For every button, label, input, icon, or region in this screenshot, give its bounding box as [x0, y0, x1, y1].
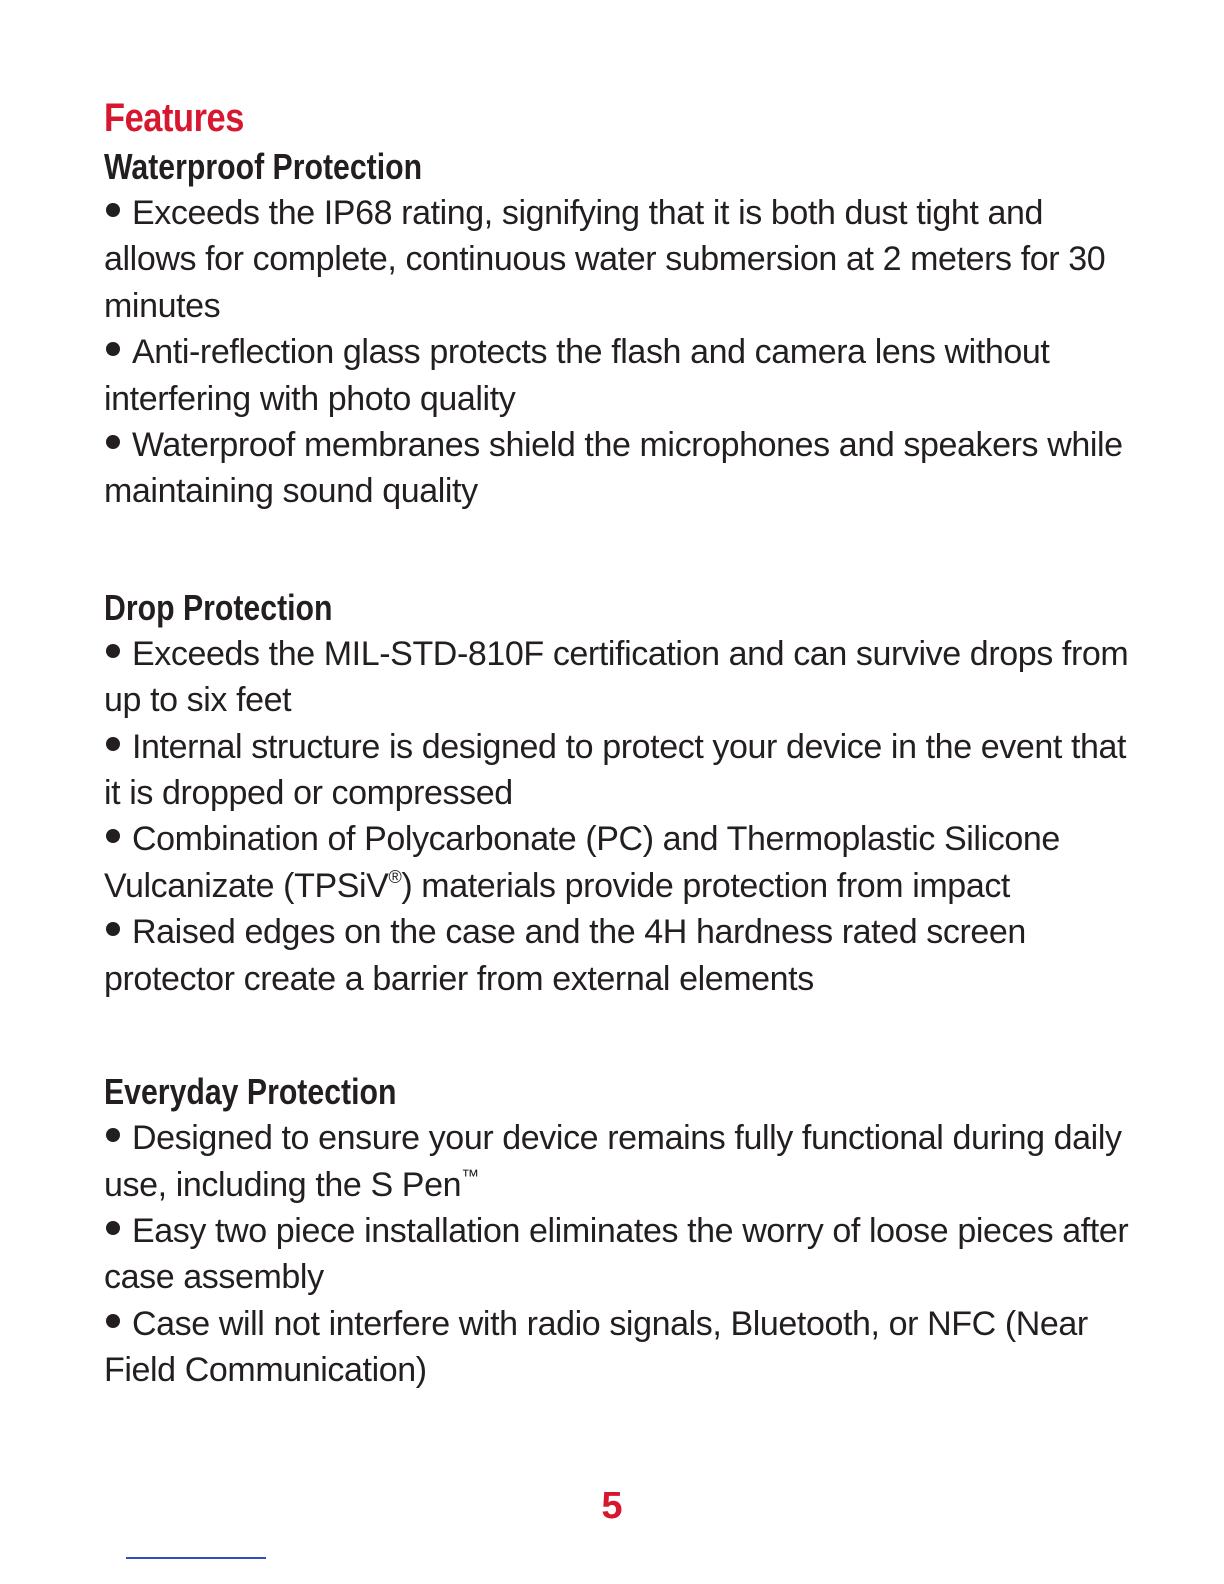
- bullet-icon: [106, 1128, 120, 1142]
- footer-rule: [126, 1557, 266, 1559]
- list-item-text: Internal structure is designed to protect your device in the event that it is dropped or compressed: [104, 727, 1127, 813]
- bullet-icon: [106, 644, 120, 658]
- list-item: [104, 190, 1134, 329]
- section-title: Everyday Protection: [104, 1071, 397, 1113]
- bullet-icon: [106, 737, 120, 751]
- list-item-text: Exceeds the IP68 rating, signifying that it is both dust tight and allows for complete, continuous water submersion at 2 meters for 30 minutes: [104, 194, 1106, 325]
- page-number: 5: [601, 1485, 623, 1527]
- list-item: [104, 816, 1134, 909]
- bullet-list: [104, 1115, 1134, 1393]
- section-everyday-protection: [104, 1069, 1134, 1393]
- bullet-icon: [106, 203, 120, 217]
- section-gap: [104, 515, 1134, 585]
- section-title: Drop Protection: [104, 586, 333, 628]
- list-item-text: Designed to ensure your device remains fully functional during daily use, including the S Pen: [104, 1119, 1122, 1204]
- bullet-list: [104, 631, 1134, 1002]
- section-drop-protection: [104, 585, 1134, 1002]
- list-item: [104, 909, 1134, 1002]
- list-item-text: Waterproof membranes shield the microphones and speakers while maintaining sound quality: [104, 426, 1123, 511]
- list-item: [104, 631, 1134, 724]
- list-item: [104, 329, 1134, 422]
- bullet-icon: [106, 1221, 120, 1235]
- list-item-text: Raised edges on the case and the 4H hardness rated screen protector create a barrier from external elements: [104, 913, 1026, 998]
- bullet-icon: [106, 1314, 120, 1328]
- trademark-mark: ™: [461, 1165, 479, 1186]
- bullet-icon: [106, 342, 120, 356]
- list-item-text: Combination of Polycarbonate (PC) and Thermoplastic Silicone Vulcanizate (TPSiV: [104, 820, 1060, 905]
- section-waterproof-protection: [104, 144, 1134, 515]
- list-item-text: Case will not interfere with radio signals, Bluetooth, or NFC (Near Field Communication): [104, 1304, 1088, 1390]
- bullet-icon: [106, 435, 120, 449]
- page-title: Features: [104, 96, 244, 140]
- registered-mark: ®: [388, 866, 402, 887]
- bullet-list: [104, 190, 1134, 515]
- list-item-text-tail: ) materials provide protection from impact: [401, 866, 1010, 905]
- features-page: [104, 92, 1134, 1394]
- bullet-icon: [106, 829, 120, 843]
- bullet-icon: [106, 922, 120, 936]
- list-item-text: Exceeds the MIL-STD-810F certification and can survive drops from up to six feet: [104, 634, 1129, 720]
- section-title: Waterproof Protection: [104, 146, 423, 187]
- section-gap: [104, 1002, 1134, 1069]
- list-item-text: Easy two piece installation eliminates the worry of loose pieces after case assembly: [104, 1211, 1129, 1297]
- list-item: [104, 1208, 1134, 1301]
- list-item-text: Anti-reflection glass protects the flash and camera lens without interfering with photo quality: [104, 333, 1050, 418]
- list-item: [104, 1115, 1134, 1208]
- list-item: [104, 422, 1134, 515]
- list-item: [104, 1301, 1134, 1394]
- list-item: [104, 724, 1134, 817]
